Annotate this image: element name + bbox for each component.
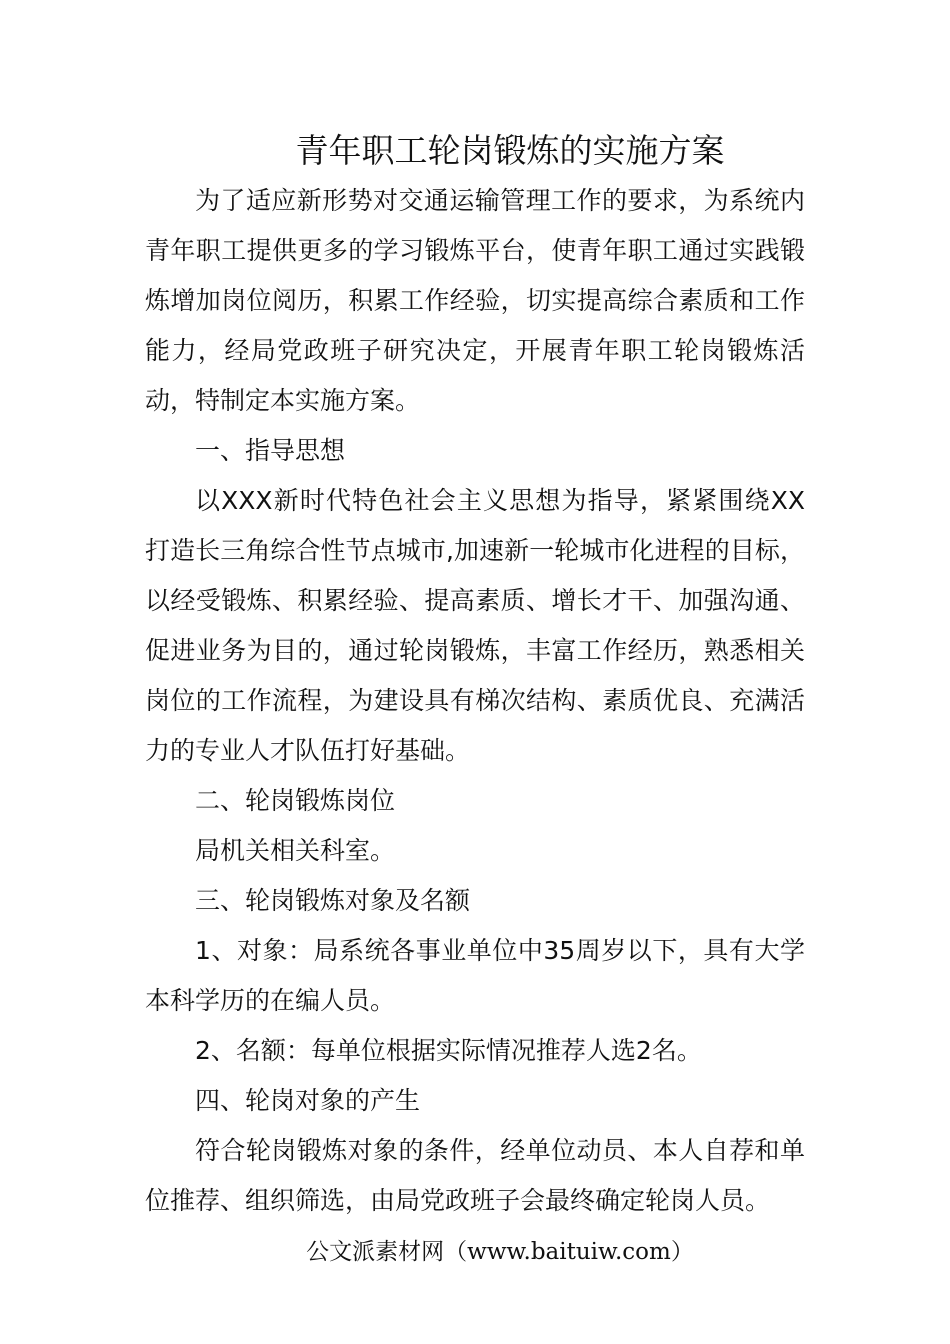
- document-title: 青年职工轮岗锻炼的实施方案: [295, 131, 725, 170]
- selection-paragraph: 符合轮岗锻炼对象的条件，经单位动员、本人自荐和单位推荐、组织筛选，由局党政班子会最终确定轮岗人员。: [145, 1136, 805, 1215]
- intro-paragraph: 为了适应新形势对交通运输管理工作的要求，为系统内青年职工提供更多的学习锻炼平台，使青年职工通过实践锻炼增加岗位阅历，积累工作经验，切实提高综合素质和工作能力，经局党政班子研究决定，开展青年职工轮岗锻炼活动，特制定本实施方案。: [145, 186, 805, 415]
- footer-watermark: 公文派素材网（www.baituiw.com）: [306, 1239, 694, 1265]
- section-heading-selection: 四、轮岗对象的产生: [195, 1086, 421, 1115]
- positions-paragraph: 局机关相关科室。: [195, 836, 396, 865]
- section-heading-guiding-ideology: 一、指导思想: [195, 436, 346, 465]
- section-heading-targets-quota: 三、轮岗锻炼对象及名额: [195, 886, 471, 915]
- guiding-ideology-paragraph: 以XXX新时代特色社会主义思想为指导，紧紧围绕XX打造长三角综合性节点城市,加速新一轮城市化进程的目标，以经受锻炼、积累经验、提高素质、增长才干、加强沟通、促进业务为目的，通过轮岗锻炼，丰富工作经历，熟悉相关岗位的工作流程，为建设具有梯次结构、素质优良、充满活力的专业人才队伍打好基础。: [145, 486, 805, 765]
- document-body: [145, 176, 805, 1226]
- targets-paragraph: 1、对象：局系统各事业单位中35周岁以下，具有大学本科学历的在编人员。: [145, 936, 805, 1015]
- section-heading-positions: 二、轮岗锻炼岗位: [195, 786, 396, 815]
- quota-paragraph: 2、名额：每单位根据实际情况推荐人选2名。: [195, 1036, 702, 1065]
